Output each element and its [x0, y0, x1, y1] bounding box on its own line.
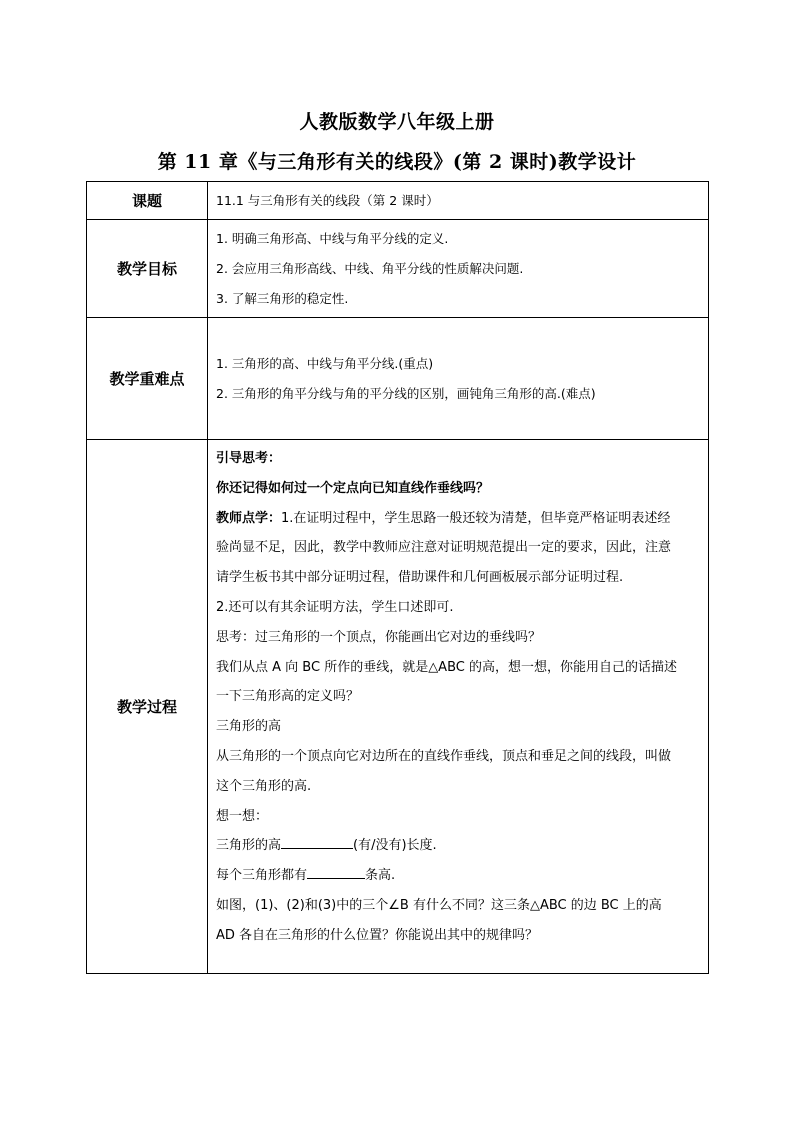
topic-value: 11.1 与三角形有关的线段（第 2 课时） — [208, 182, 709, 220]
question-text: 每个三角形都有 — [216, 868, 308, 884]
table-row-topic — [87, 182, 709, 220]
document-title: 人教版数学八年级上册 — [299, 111, 495, 133]
answer-blank — [281, 834, 353, 849]
objective-item: 2. 会应用三角形高线、中线、角平分线的性质解决问题. — [216, 260, 524, 276]
think-prompt: 思考：过三角形的一个顶点，你能画出它对边的垂线吗？ — [216, 629, 542, 645]
teacher-text: 2.还可以有其余证明方法，学生口述即可. — [216, 599, 454, 615]
height-heading: 三角形的高 — [216, 719, 282, 735]
document-subtitle: 第 11 章《与三角形有关的线段》(第 2 课时)教学设计 — [157, 151, 637, 173]
definition-line: 这个三角形的高. — [216, 778, 312, 794]
teacher-label: 教师点学： — [216, 510, 282, 526]
definition-line: 从三角形的一个顶点向它对边所在的直线作垂线，顶点和垂足之间的线段，叫做 — [216, 748, 672, 764]
answer-blank — [307, 864, 365, 879]
guide-heading: 引导思考： — [216, 451, 282, 466]
question-line: AD 各自在三角形的什么位置？你能说出其中的规律吗？ — [216, 927, 539, 943]
objective-item: 1. 明确三角形高、中线与角平分线的定义. — [216, 230, 449, 246]
question-line: 如图，(1)、(2)和(3)中的三个∠B 有什么不同？这三条△ABC 的边 BC 上的高 — [216, 897, 662, 913]
table-row-objectives — [87, 220, 709, 318]
process-label: 教学过程 — [87, 440, 208, 974]
keypoints-label: 教学重难点 — [87, 318, 208, 440]
objectives-label: 教学目标 — [87, 220, 208, 318]
table-row-process — [87, 440, 709, 974]
teacher-text: 请学生板书其中部分证明过程，借助课件和几何画板展示部分证明过程. — [216, 570, 624, 586]
fill-question-1 — [216, 831, 700, 861]
keypoint-item: 1. 三角形的高、中线与角平分线.(重点) — [216, 355, 434, 371]
question-text: (有/没有)长度. — [353, 838, 437, 854]
keypoints-content — [208, 318, 709, 440]
guide-question: 你还记得如何过一个定点向已知直线作垂线吗？ — [216, 480, 490, 496]
table-row-keypoints — [87, 318, 709, 440]
think-prompt-2: 想一想： — [216, 808, 269, 824]
objectives-content — [208, 220, 709, 318]
lesson-plan-table — [86, 181, 709, 974]
paragraph-line: 一下三角形高的定义吗？ — [216, 689, 360, 705]
question-text: 三角形的高 — [216, 838, 282, 854]
objective-item: 3. 了解三角形的稳定性. — [216, 290, 349, 306]
question-text: 条高. — [365, 868, 396, 884]
teacher-note-line — [216, 504, 700, 534]
teacher-text: 验尚显不足，因此，教学中教师应注意对证明规范提出一定的要求，因此，注意 — [216, 540, 672, 556]
paragraph-line: 我们从点 A 向 BC 所作的垂线，就是△ABC 的高，想一想，你能用自己的话描述 — [216, 659, 677, 675]
teacher-text: 1.在证明过程中，学生思路一般还较为清楚，但毕竟严格证明表述经 — [281, 510, 671, 526]
topic-label: 课题 — [87, 182, 208, 220]
fill-question-2 — [216, 861, 700, 891]
process-content — [208, 440, 709, 974]
keypoint-item: 2. 三角形的角平分线与角的平分线的区别，画钝角三角形的高.(难点) — [216, 385, 596, 401]
